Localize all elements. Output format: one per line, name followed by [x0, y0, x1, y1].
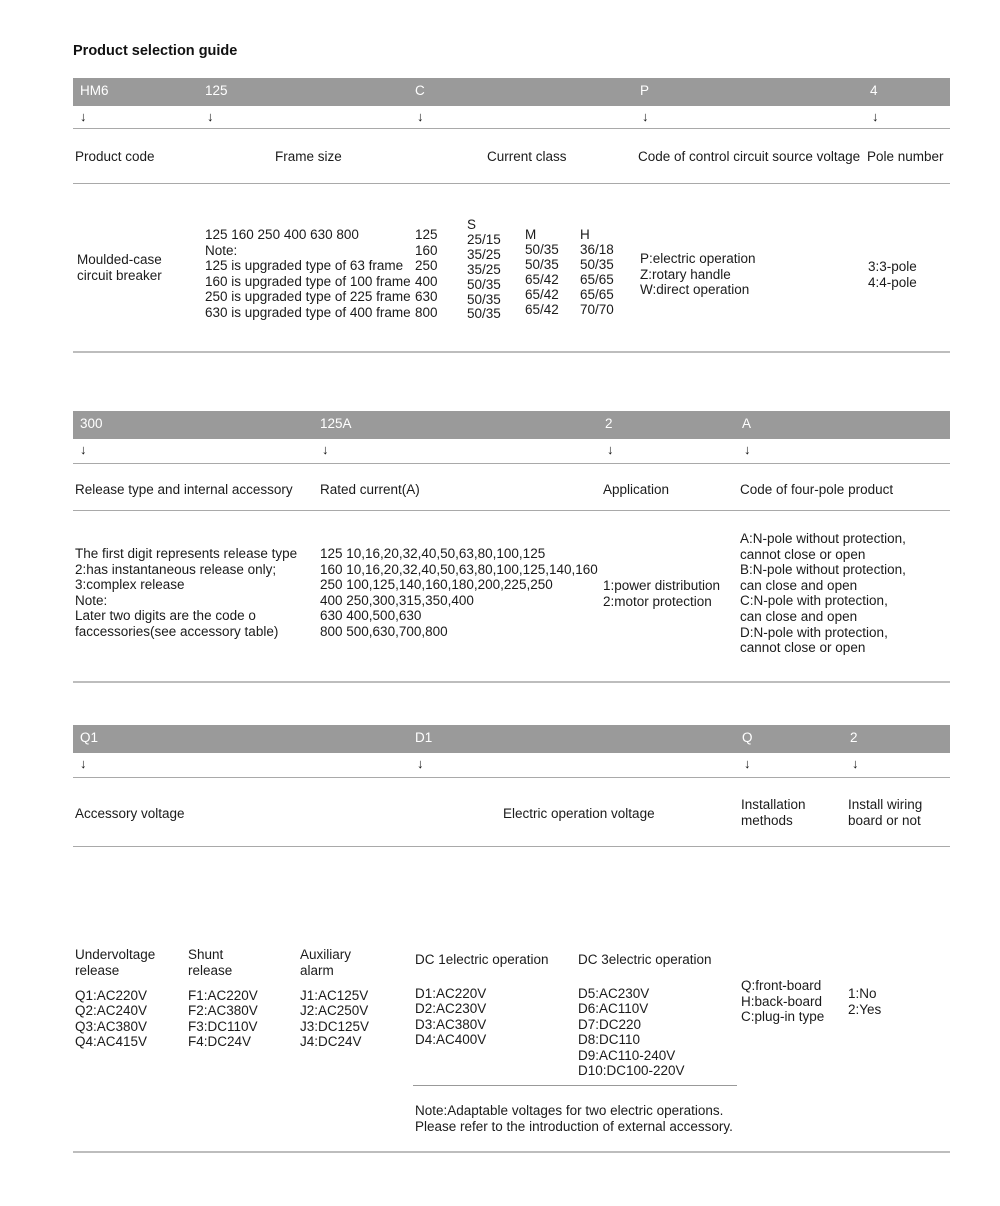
down-arrow-icon: ↓: [207, 109, 214, 124]
current-class-h-column: [580, 227, 614, 318]
text-line: 65/42: [525, 272, 559, 288]
text-line: F4:DC24V: [188, 1034, 252, 1050]
text-line: 630 400,500,630: [320, 608, 422, 624]
down-arrow-icon: ↓: [80, 442, 87, 457]
code-bar-3: [73, 725, 950, 753]
text-line: J1:AC125V: [300, 988, 369, 1003]
current-class-s-column: [467, 218, 501, 322]
label-control-source: Code of control circuit source voltage: [638, 149, 861, 164]
text-line: 2:motor protection: [603, 593, 712, 609]
text-line: 160 10,16,20,32,40,50,63,80,100,125,140,160: [320, 561, 598, 577]
divider: [73, 510, 950, 511]
code-current-class: C: [415, 83, 425, 98]
text-line: release: [188, 963, 233, 978]
code-control-source: P: [640, 83, 650, 98]
text-line: D7:DC220: [578, 1016, 642, 1032]
text-line: Install wiring: [848, 797, 923, 812]
label-product-code: Product code: [75, 149, 155, 164]
text-line: Shunt: [188, 947, 224, 962]
frame-size-values: [415, 227, 438, 321]
text-line: cannot close or open: [740, 546, 866, 562]
installation-method-options: [741, 978, 824, 1025]
label-installation-methods: [741, 797, 806, 829]
down-arrow-icon: ↓: [417, 109, 424, 124]
down-arrow-icon: ↓: [744, 756, 751, 771]
text-line: 65/42: [525, 287, 559, 303]
text-line: M: [525, 227, 537, 242]
text-line: 50/35: [467, 291, 501, 307]
divider: [73, 846, 950, 847]
text-line: 250: [415, 258, 438, 274]
text-line: 3:complex release: [75, 577, 185, 593]
application-options: [603, 578, 720, 609]
text-line: 2:has instantaneous release only;: [75, 561, 277, 577]
text-line: release: [75, 963, 120, 978]
install-wiring-options: [848, 986, 881, 1017]
divider: [73, 128, 950, 129]
text-line: 1:power distribution: [603, 578, 721, 593]
dc1-operation-header: DC 1electric operation: [415, 952, 549, 967]
section-divider: [73, 1151, 950, 1153]
label-rated-current: Rated current(A): [320, 482, 420, 497]
four-pole-options: [740, 531, 906, 656]
text-line: 250 is upgraded type of 225 frame: [205, 289, 411, 305]
text-line: J2:AC250V: [300, 1003, 369, 1019]
text-line: Q2:AC240V: [75, 1003, 148, 1019]
code-electric-voltage: D1: [415, 730, 433, 745]
text-line: 70/70: [580, 302, 614, 318]
code-rated-current: 125A: [320, 416, 352, 431]
text-line: Moulded-case: [77, 252, 162, 267]
text-line: F1:AC220V: [188, 988, 258, 1003]
text-line: Note:: [205, 242, 238, 258]
text-line: board or not: [848, 813, 921, 828]
down-arrow-icon: ↓: [872, 109, 879, 124]
code-wiring-board: 2: [850, 730, 858, 745]
text-line: Q3:AC380V: [75, 1018, 148, 1034]
down-arrow-icon: ↓: [322, 442, 329, 457]
text-line: 35/25: [467, 261, 501, 277]
text-line: H:back-board: [741, 993, 823, 1009]
text-line: 1:No: [848, 986, 877, 1001]
text-line: Please refer to the introduction of external accessory.: [415, 1118, 733, 1134]
section-divider: [73, 681, 950, 683]
page-title: Product selection guide: [73, 43, 238, 59]
text-line: cannot close or open: [740, 640, 866, 656]
auxiliary-alarm-options: [300, 988, 369, 1050]
shunt-release-header: [188, 947, 232, 979]
down-arrow-icon: ↓: [80, 109, 87, 124]
text-line: Z:rotary handle: [640, 266, 731, 282]
text-line: B:N-pole without protection,: [740, 562, 906, 578]
down-arrow-icon: ↓: [852, 756, 859, 771]
text-line: can close and open: [740, 577, 858, 593]
label-install-wiring: [848, 797, 922, 829]
code-bar-1: [73, 78, 950, 106]
text-line: Later two digits are the code o: [75, 608, 256, 624]
text-line: 50/35: [467, 276, 501, 292]
code-pole-number: 4: [870, 83, 878, 98]
text-line: 50/35: [467, 306, 501, 322]
text-line: 125 is upgraded type of 63 frame: [205, 258, 404, 274]
dc1-operation-options: [415, 986, 486, 1048]
text-line: W:direct operation: [640, 282, 750, 298]
text-line: 125 10,16,20,32,40,50,63,80,100,125: [320, 546, 546, 561]
text-line: methods: [741, 813, 793, 828]
text-line: D:N-pole with protection,: [740, 624, 888, 640]
current-class-m-column: [525, 227, 559, 318]
divider: [73, 183, 950, 184]
text-line: 800: [415, 304, 438, 320]
text-line: 800 500,630,700,800: [320, 623, 448, 639]
text-line: 630: [415, 289, 438, 305]
pole-code-options: [868, 259, 917, 290]
text-line: 125 160 250 400 630 800: [205, 227, 359, 242]
code-frame-size: 125: [205, 83, 228, 98]
text-line: Undervoltage: [75, 947, 156, 962]
text-line: faccessories(see accessory table): [75, 623, 279, 639]
text-line: H: [580, 227, 590, 242]
text-line: Note:: [75, 592, 108, 608]
label-accessory-voltage: Accessory voltage: [75, 806, 185, 821]
control-code-options: [640, 251, 756, 298]
text-line: 160: [415, 242, 438, 258]
section-divider: [73, 351, 950, 353]
auxiliary-alarm-header: [300, 947, 351, 979]
shunt-release-options: [188, 988, 258, 1050]
text-line: circuit breaker: [77, 267, 162, 283]
label-release-type: Release type and internal accessory: [75, 482, 293, 497]
text-line: 65/65: [580, 287, 614, 303]
code-application: 2: [605, 416, 613, 431]
text-line: 400 250,300,315,350,400: [320, 592, 474, 608]
text-line: Auxiliary: [300, 947, 352, 962]
text-line: D5:AC230V: [578, 986, 650, 1001]
text-line: 4:4-pole: [868, 274, 917, 290]
frame-size-notes: [205, 227, 411, 321]
text-line: D10:DC100-220V: [578, 1063, 685, 1079]
text-line: 3:3-pole: [868, 259, 917, 274]
text-line: F3:DC110V: [188, 1018, 258, 1034]
down-arrow-icon: ↓: [417, 756, 424, 771]
rated-current-lists: [320, 546, 598, 640]
text-line: 65/42: [525, 302, 559, 318]
text-line: 630 is upgraded type of 400 frame: [205, 304, 411, 320]
text-line: D3:AC380V: [415, 1016, 487, 1032]
label-frame-size: Frame size: [275, 149, 342, 164]
text-line: 125: [415, 227, 438, 242]
down-arrow-icon: ↓: [744, 442, 751, 457]
text-line: 50/35: [525, 257, 559, 273]
text-line: 36/18: [580, 242, 614, 258]
text-line: D1:AC220V: [415, 986, 487, 1001]
text-line: P:electric operation: [640, 251, 756, 266]
text-line: The first digit represents release type: [75, 546, 298, 561]
dc3-operation-header: DC 3electric operation: [578, 952, 712, 967]
undervoltage-release-options: [75, 988, 147, 1050]
label-four-pole: Code of four-pole product: [740, 482, 894, 497]
text-line: 250 100,125,140,160,180,200,225,250: [320, 577, 553, 593]
text-line: J4:DC24V: [300, 1034, 362, 1050]
text-line: D8:DC110: [578, 1032, 641, 1048]
down-arrow-icon: ↓: [607, 442, 614, 457]
footer-note: [415, 1103, 733, 1134]
text-line: 50/35: [525, 242, 559, 258]
text-line: Q1:AC220V: [75, 988, 148, 1003]
text-line: D6:AC110V: [578, 1001, 649, 1017]
text-line: F2:AC380V: [188, 1003, 258, 1019]
note-divider: [413, 1085, 737, 1086]
text-line: 400: [415, 273, 438, 289]
text-line: can close and open: [740, 608, 858, 624]
text-line: D4:AC400V: [415, 1032, 487, 1048]
label-current-class: Current class: [487, 149, 567, 164]
text-line: C:plug-in type: [741, 1009, 825, 1025]
text-line: 50/35: [580, 257, 614, 273]
code-release-type: 300: [80, 416, 103, 431]
label-application: Application: [603, 482, 670, 497]
down-arrow-icon: ↓: [80, 756, 87, 771]
text-line: Note:Adaptable voltages for two electric operations.: [415, 1103, 724, 1118]
text-line: 25/15: [467, 231, 501, 247]
label-electric-voltage: Electric operation voltage: [503, 806, 655, 821]
divider: [73, 463, 950, 464]
text-line: S: [467, 217, 477, 232]
text-line: 2:Yes: [848, 1001, 882, 1017]
text-line: Q4:AC415V: [75, 1034, 148, 1050]
text-line: J3:DC125V: [300, 1018, 370, 1034]
text-line: 65/65: [580, 272, 614, 288]
code-four-pole: A: [742, 416, 752, 431]
code-accessory-voltage: Q1: [80, 730, 99, 745]
text-line: 160 is upgraded type of 100 frame: [205, 273, 411, 289]
label-pole-number: Pole number: [867, 149, 944, 164]
undervoltage-release-header: [75, 947, 155, 979]
text-line: D9:AC110-240V: [578, 1047, 676, 1063]
text-line: A:N-pole without protection,: [740, 531, 906, 546]
code-installation: Q: [742, 730, 753, 745]
text-line: alarm: [300, 963, 334, 978]
divider: [73, 777, 950, 778]
text-line: Q:front-board: [741, 978, 822, 993]
code-bar-2: [73, 411, 950, 439]
code-product: HM6: [80, 83, 109, 98]
product-type-text: [77, 252, 162, 283]
text-line: D2:AC230V: [415, 1001, 487, 1017]
text-line: 35/25: [467, 246, 501, 262]
release-type-notes: [75, 546, 297, 640]
text-line: Installation: [741, 797, 806, 812]
dc3-operation-options: [578, 986, 685, 1078]
text-line: C:N-pole with protection,: [740, 593, 888, 609]
down-arrow-icon: ↓: [642, 109, 649, 124]
